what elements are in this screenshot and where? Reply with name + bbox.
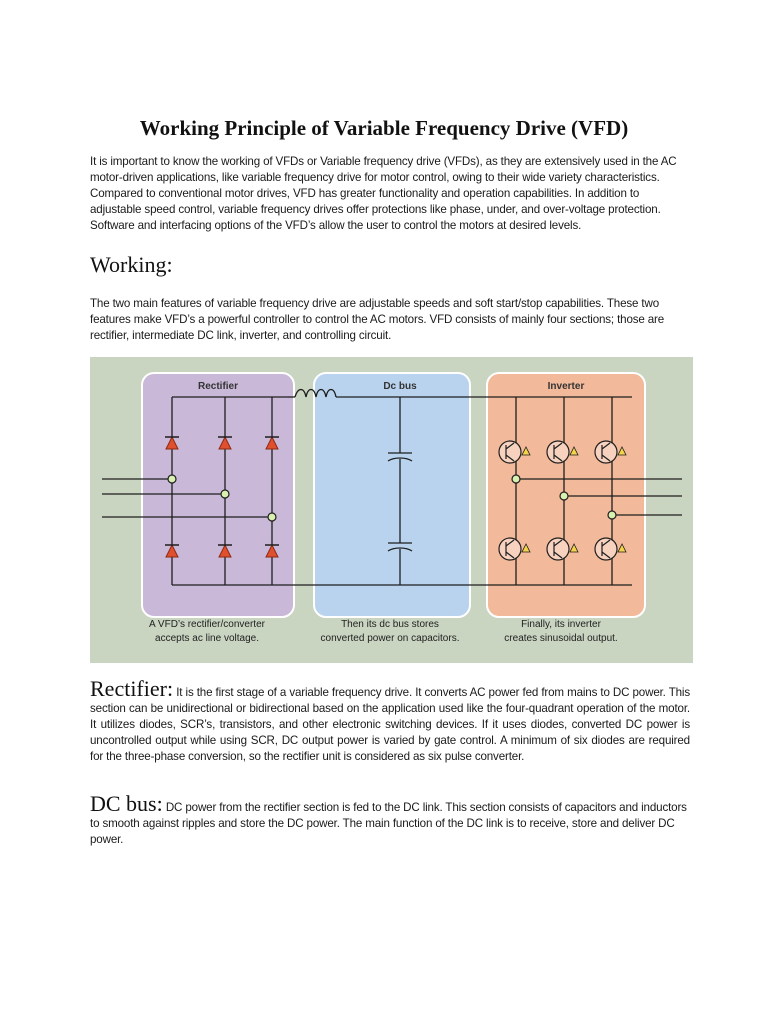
caption-rectifier-line1: A VFD’s rectifier/converter xyxy=(149,619,265,630)
rectifier-panel xyxy=(142,373,294,617)
page-title: Working Principle of Variable Frequency Drive (VFD) xyxy=(139,116,629,140)
intro-paragraph: It is important to know the working of VFDs or Variable frequency drive (VFDs), as they are extensively used in the AC motor-driven applications, like variable frequency drive for motor control, owing to their wide variety characteristics. Compared to conventional motor drives, VFD has greater functionality and operation capabilities. In addition to adjustable speed control, variable frequency drives offer protections like phase, under, and over-voltage protection. Software and interfacing options of the VFD’s allow the user to control the motors at desired levels. xyxy=(90,155,677,232)
caption-dcbus-line2: converted power on capacitors. xyxy=(320,633,460,644)
caption-inverter-line2: creates sinusoidal output. xyxy=(504,633,618,644)
dcbus-label: Dc bus xyxy=(383,381,417,392)
caption-inverter-line1: Finally, its inverter xyxy=(521,619,601,630)
dcbus-paragraph xyxy=(90,791,690,848)
working-heading: Working: xyxy=(90,252,173,277)
vfd-circuit-svg xyxy=(90,357,693,663)
caption-dcbus-line1: Then its dc bus stores xyxy=(341,619,439,630)
caption-rectifier-line2: accepts ac line voltage. xyxy=(155,633,259,644)
dcbus-text: DC power from the rectifier section is fed to the DC link. This section consists of capacitors and inductors to smooth against ripples and store the DC power. The main function of the DC link is to receive, store and deliver DC power. xyxy=(90,801,687,846)
rectifier-paragraph xyxy=(90,676,690,765)
rectifier-text: It is the first stage of a variable frequency drive. It converts AC power fed from mains to DC power. This section can be unidirectional or bidirectional based on the application used like the four-quadrant operation of the motor. It utilizes diodes, SCR’s, transistors, and other electronic switching devices. If it uses diodes, converted DC power is uncontrolled output while using SCR, DC output power is varied by gate control. A minimum of six diodes are required for the three-phase conversion, so the rectifier unit is considered as six pulse converter. xyxy=(90,686,690,763)
rectifier-label: Rectifier xyxy=(197,381,239,392)
dcbus-panel xyxy=(314,373,470,617)
vfd-diagram xyxy=(90,357,693,663)
rectifier-heading: Rectifier: xyxy=(90,676,174,701)
dcbus-heading: DC bus: xyxy=(90,791,163,816)
inverter-label: Inverter xyxy=(547,381,585,392)
working-paragraph: The two main features of variable frequency drive are adjustable speeds and soft start/stop capabilities. These two features make VFD’s a powerful controller to control the AC motors. VFD consists of mainly four sections; those are rectifier, intermediate DC link, inverter, and controlling circuit. xyxy=(90,297,665,342)
